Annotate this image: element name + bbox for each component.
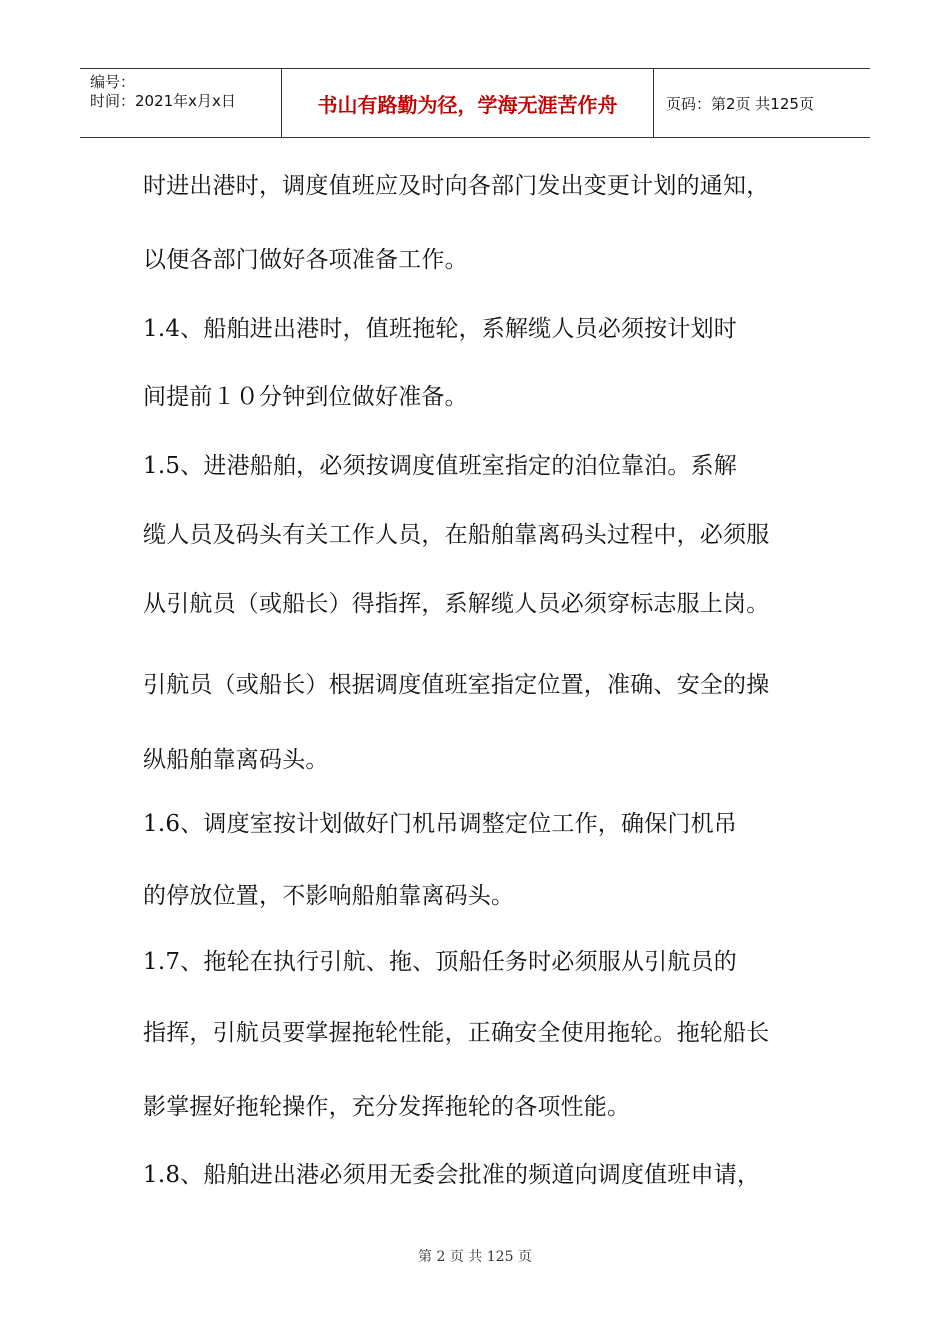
body-line: 间提前１０分钟到位做好准备。 — [143, 384, 468, 410]
body-line: 的停放位置，不影响船舶靠离码头。 — [143, 883, 515, 909]
header-page-info: 页码：第2页 共125页 — [666, 94, 814, 113]
body-line: 1.7、拖轮在执行引航、拖、顶船任务时必须服从引航员的 — [143, 949, 737, 975]
body-line: 纵船舶靠离码头。 — [143, 747, 329, 773]
body-line: 1.4、船舶进出港时，值班拖轮，系解缆人员必须按计划时 — [143, 316, 737, 342]
body-line: 指挥，引航员要掌握拖轮性能，正确安全使用拖轮。拖轮船长 — [143, 1020, 770, 1046]
header-meta — [80, 69, 282, 137]
body-line: 以便各部门做好各项准备工作。 — [143, 247, 468, 273]
body-line: 时进出港时，调度值班应及时向各部门发出变更计划的通知， — [143, 173, 770, 199]
page-footer: 第 2 页 共 125 页 — [418, 1249, 532, 1265]
page-header — [80, 68, 870, 138]
body-line: 1.5、进港船舶，必须按调度值班室指定的泊位靠泊。系解 — [143, 453, 737, 479]
body-line: 从引航员（或船长）得指挥，系解缆人员必须穿标志服上岗。 — [143, 591, 770, 617]
document-number-label: 编号： — [90, 73, 136, 91]
body-line: 影掌握好拖轮操作，充分发挥拖轮的各项性能。 — [143, 1094, 631, 1120]
document-date: 时间：2021年x月x日 — [90, 92, 236, 110]
body-line: 引航员（或船长）根据调度值班室指定位置，准确、安全的操 — [143, 672, 770, 698]
body-line: 缆人员及码头有关工作人员，在船舶靠离码头过程中，必须服 — [143, 522, 770, 548]
body-line: 1.8、船舶进出港必须用无委会批准的频道向调度值班申请， — [143, 1162, 761, 1188]
body-line: 1.6、调度室按计划做好门机吊调整定位工作，确保门机吊 — [143, 811, 737, 837]
header-motto: 书山有路勤为径，学海无涯苦作舟 — [282, 69, 654, 137]
